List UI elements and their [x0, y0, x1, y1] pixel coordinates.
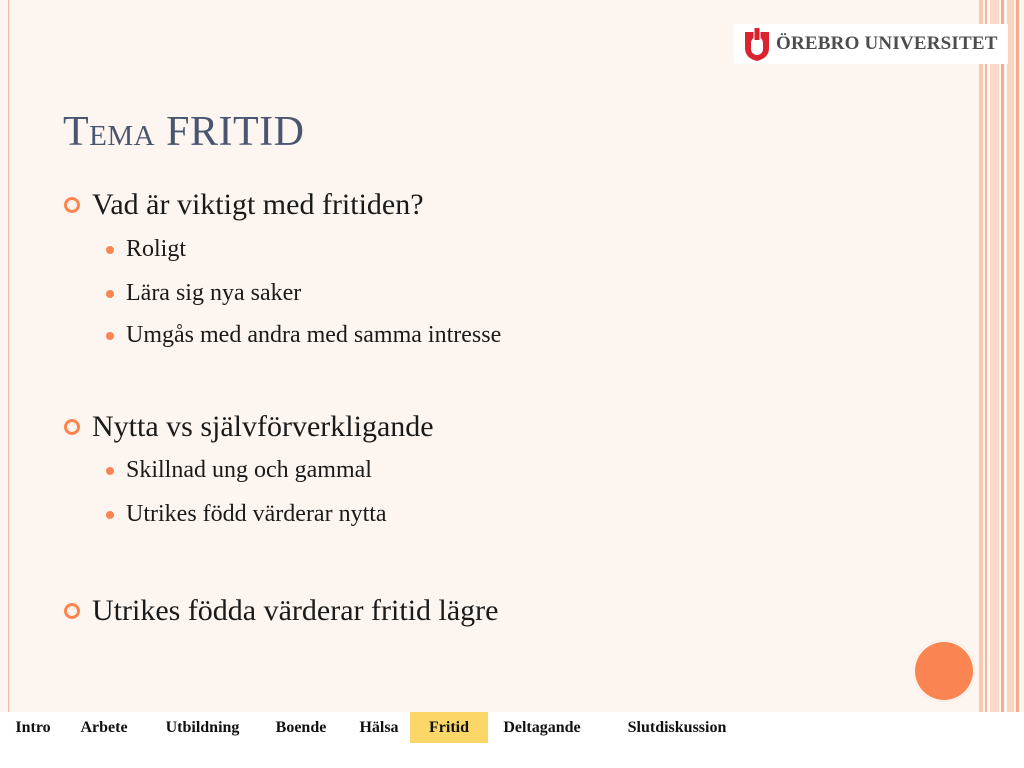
decorative-stripe	[979, 0, 983, 712]
university-logo-icon	[742, 26, 772, 62]
decorative-stripe	[990, 0, 999, 712]
ring-bullet-icon	[64, 197, 80, 213]
bullet-text: Nytta vs självförverkligande	[92, 410, 434, 443]
nav-item-utbildning[interactable]: Utbildning	[165, 719, 240, 736]
bullet-item	[64, 410, 434, 444]
dot-bullet-icon	[106, 290, 114, 298]
decorative-stripe	[1001, 0, 1004, 712]
bullet-item	[64, 188, 424, 222]
left-border-line	[8, 0, 9, 712]
nav-item-arbete[interactable]: Arbete	[80, 719, 128, 736]
sub-bullet-item	[106, 236, 186, 263]
bullet-text: Vad är viktigt med fritiden?	[92, 188, 424, 221]
sub-bullet-item	[106, 322, 501, 349]
slide-title: Tema FRITID	[63, 109, 305, 155]
section-navigation	[0, 712, 1024, 768]
nav-item-halsa[interactable]: Hälsa	[359, 719, 399, 736]
decorative-stripe	[985, 0, 987, 712]
logo-text: ÖREBRO UNIVERSITET	[776, 33, 998, 54]
ring-bullet-icon	[64, 419, 80, 435]
sub-bullet-item	[106, 457, 372, 484]
sub-bullet-item	[106, 501, 387, 528]
dot-bullet-icon	[106, 332, 114, 340]
nav-item-slutdiskussion[interactable]: Slutdiskussion	[627, 719, 727, 736]
nav-item-fritid[interactable]: Fritid	[410, 712, 488, 743]
decorative-stripe	[1016, 0, 1019, 712]
decorative-stripe	[1007, 0, 1014, 712]
sub-bullet-text: Utrikes född värderar nytta	[126, 501, 387, 527]
dot-bullet-icon	[106, 467, 114, 475]
dot-bullet-icon	[106, 246, 114, 254]
sub-bullet-text: Lära sig nya saker	[126, 280, 302, 306]
sub-bullet-text: Skillnad ung och gammal	[126, 457, 372, 483]
nav-item-boende[interactable]: Boende	[275, 719, 327, 736]
nav-item-deltagande[interactable]: Deltagande	[503, 719, 581, 736]
bullet-item	[64, 594, 498, 628]
sub-bullet-item	[106, 280, 301, 307]
decorative-circle	[913, 640, 975, 702]
sub-bullet-text: Umgås med andra med samma intresse	[126, 322, 502, 348]
sub-bullet-text: Roligt	[126, 236, 187, 262]
ring-bullet-icon	[64, 603, 80, 619]
bullet-text: Utrikes födda värderar fritid lägre	[92, 594, 499, 627]
nav-item-intro[interactable]: Intro	[15, 719, 51, 736]
dot-bullet-icon	[106, 511, 114, 519]
university-logo	[734, 24, 1008, 64]
